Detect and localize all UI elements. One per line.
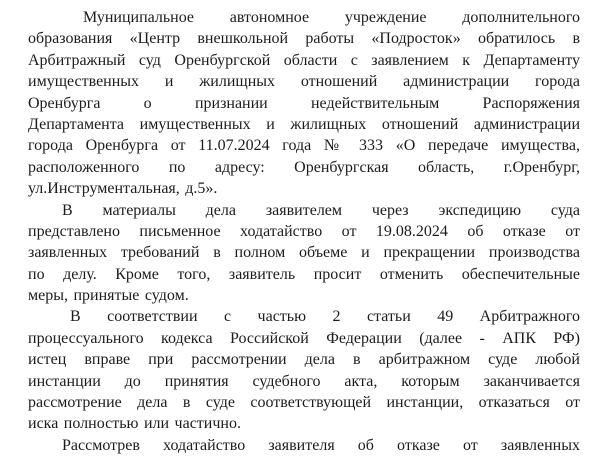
text-line: иска полностью или частично. xyxy=(28,415,241,433)
text-line: В соответствии с частью 2 статьи 49 Арбитражного xyxy=(70,308,580,326)
text-line: города Оренбурга от 11.07.2024 года № 333 «О передаче имущества, xyxy=(28,137,580,155)
paragraph xyxy=(28,200,580,307)
paragraph xyxy=(28,7,580,200)
text-line: Муниципальное автономное учреждение дополнительного xyxy=(83,9,580,26)
text-line: имущественных и жилищных отношений администрации города xyxy=(28,73,580,91)
text-line: представлено письменное ходатайство от 19.08.2024 об отказе от xyxy=(28,222,580,240)
text-line: меры, принятые судом. xyxy=(28,287,189,305)
text-line: В материалы дела заявителем через экспедицию суда xyxy=(62,201,580,219)
text-line: образования «Центр внешкольной работы «Подросток» обратилось в xyxy=(28,30,580,48)
text-line: истец вправе при рассмотрении дела в арбитражном суде любой xyxy=(28,351,580,369)
text-line: ул.Инструментальная, д.5». xyxy=(28,180,218,198)
paragraph xyxy=(28,435,580,456)
paragraph xyxy=(28,306,580,434)
text-line: Рассмотрев ходатайство заявителя об отказе от заявленных xyxy=(62,436,580,454)
text-line: Департамента имущественных и жилищных отношений администрации xyxy=(28,115,580,133)
text-line: по делу. Кроме того, заявитель просит отменить обеспечительные xyxy=(28,265,580,283)
text-line: Оренбурга о признании недействительным Распоряжения xyxy=(28,94,580,112)
text-line: рассмотрение дела в суде соответствующей инстанции, отказаться от xyxy=(28,394,580,412)
text-line: заявленных требований в полном объеме и прекращении производства xyxy=(28,244,580,262)
text-line: процессуального кодекса Российской Федерации (далее - АПК РФ) xyxy=(28,329,580,347)
text-line: Арбитражный суд Оренбургской области с заявлением к Департаменту xyxy=(28,51,580,69)
text-line: инстанции до принятия судебного акта, которым заканчивается xyxy=(28,372,580,390)
text-line: расположенного по адресу: Оренбургская область, г.Оренбург, xyxy=(28,158,580,176)
